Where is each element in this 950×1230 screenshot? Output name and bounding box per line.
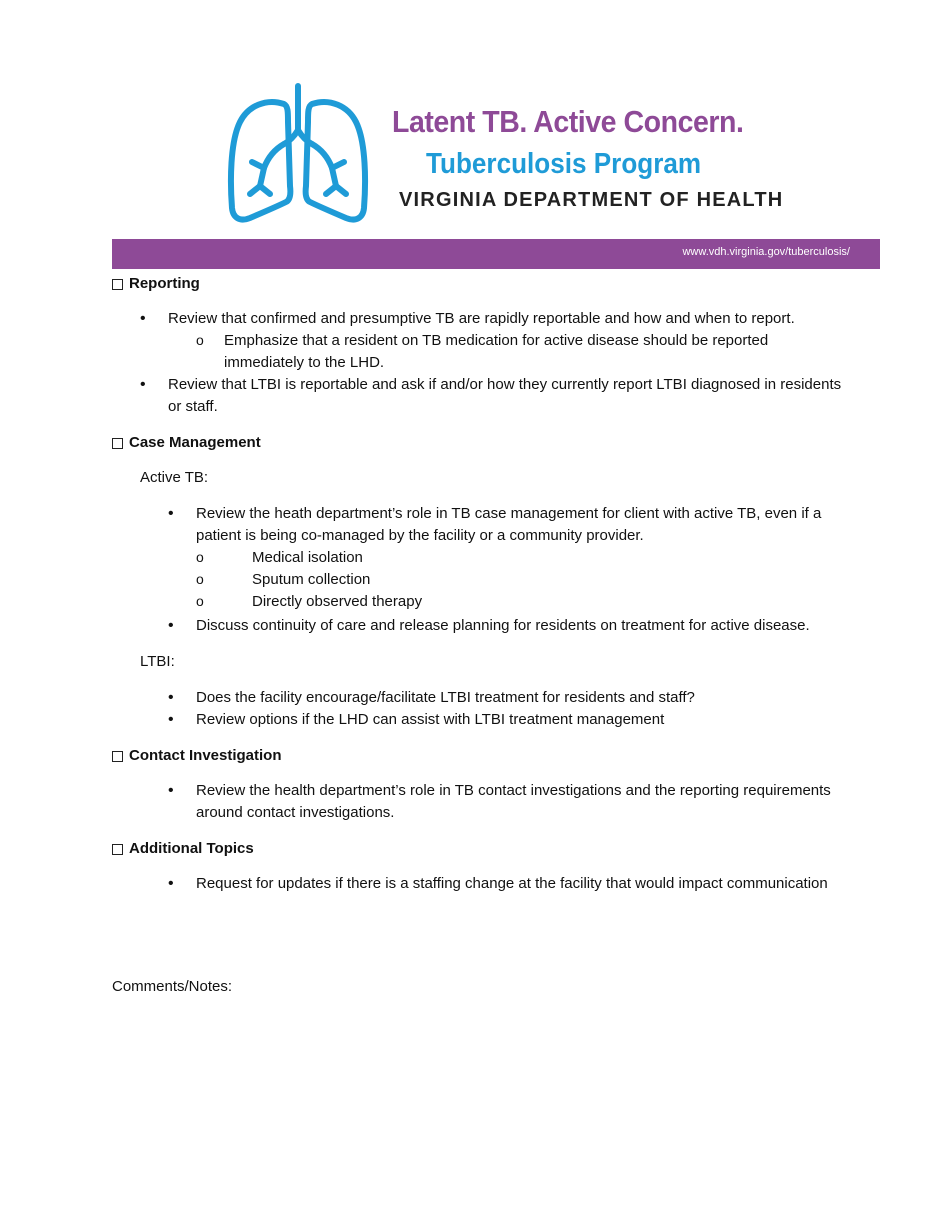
list-item [112,503,852,613]
section-case-management [112,433,852,731]
section-reporting [112,274,852,418]
bullet-text: Review the heath department’s role in TB case management for client with active TB, even if a patient is being co-managed by the facility or a community provider. [196,505,822,544]
sub-bullet-text: Directly observed therapy [252,593,423,610]
checkbox-contact-investigation[interactable] [112,751,123,762]
header-band [112,239,880,269]
bullet-list [112,780,852,824]
list-item [112,780,852,824]
tagline: Latent TB. Active Concern. [392,104,744,139]
list-item [112,547,852,569]
sub-bullet-text: Medical isolation [252,549,363,566]
bullet-list [112,308,852,418]
list-item [112,687,852,709]
checklist-content [112,274,852,895]
sub-bullet-list [112,330,852,374]
section-title [112,839,852,859]
list-item [112,873,852,895]
checkbox-case-management[interactable] [112,438,123,449]
program-title: Tuberculosis Program [426,148,702,180]
bullet-text: Review that confirmed and presumptive TB are rapidly reportable and how and when to report. [168,310,795,327]
list-item [112,569,852,591]
department-name: VIRGINIA DEPARTMENT OF HEALTH [399,189,784,211]
list-item [112,330,852,374]
sub-bullet-list [112,547,852,613]
active-tb-label: Active TB: [140,469,209,486]
section-title [112,433,852,453]
section-title [112,746,852,766]
list-item [112,615,852,637]
section-title-text: Additional Topics [129,840,254,857]
sub-bullet-text: Emphasize that a resident on TB medication for active disease should be reported immediately to the LHD. [224,332,769,371]
bullet-list [112,873,852,895]
bullet-text: Does the facility encourage/facilitate LTBI treatment for residents and staff? [196,689,695,706]
bullet-text: Review that LTBI is reportable and ask if and/or how they currently report LTBI diagnosed in residents or staff. [168,376,842,415]
bullet-text: Discuss continuity of care and release planning for residents on treatment for active disease. [196,617,810,634]
bullet-list [112,687,852,731]
section-title-text: Reporting [129,275,200,292]
section-title [112,274,852,294]
ltbi-label: LTBI: [140,653,175,670]
checkbox-reporting[interactable] [112,279,123,290]
website-url[interactable]: www.vdh.virginia.gov/tuberculosis/ [682,246,850,258]
bullet-text: Review options if the LHD can assist with LTBI treatment management [196,711,665,728]
section-contact-investigation [112,746,852,824]
bullet-text: Request for updates if there is a staffing change at the facility that would impact communication [196,875,828,892]
section-title-text: Case Management [129,434,261,451]
lungs-icon [226,82,370,224]
list-item [112,709,852,731]
list-item [112,591,852,613]
checkbox-additional-topics[interactable] [112,844,123,855]
bullet-text: Review the health department’s role in TB contact investigations and the reporting requirements around contact investigations. [196,782,831,821]
comments-label: Comments/Notes: [112,978,233,995]
list-item [112,308,852,374]
list-item [112,374,852,418]
document-header [0,0,950,240]
section-title-text: Contact Investigation [129,747,282,764]
sub-bullet-text: Sputum collection [252,571,371,588]
section-additional-topics [112,839,852,895]
bullet-list [112,503,852,637]
